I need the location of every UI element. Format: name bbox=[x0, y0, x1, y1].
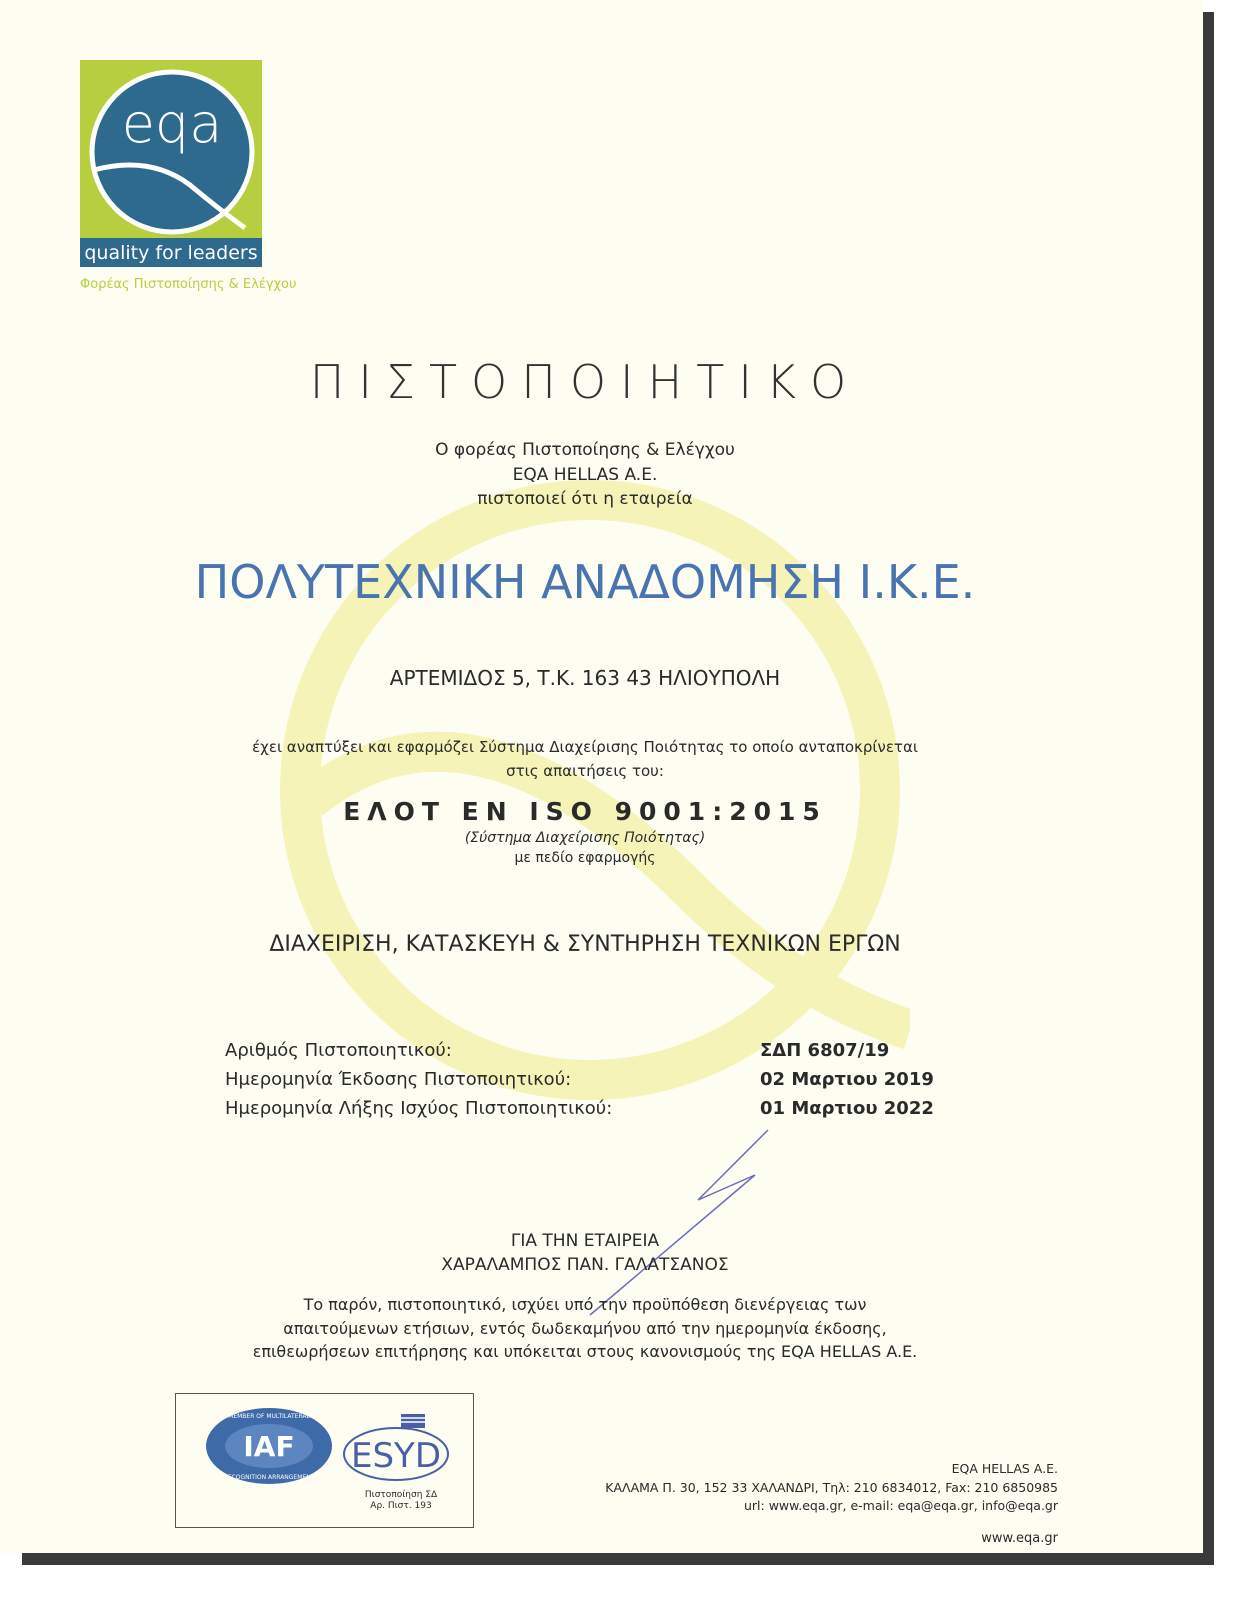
svg-text:MEMBER OF MULTILATERAL: MEMBER OF MULTILATERAL bbox=[228, 1413, 310, 1420]
certificate-title: ΠΙΣΤΟΠΟΙΗΤΙΚΟ bbox=[309, 355, 861, 409]
scope-intro: με πεδίο εφαρμογής bbox=[514, 850, 656, 866]
page-shadow-bottom bbox=[22, 1553, 1214, 1565]
svg-text:ESYD: ESYD bbox=[350, 1436, 442, 1476]
validity-note-2: απαιτούμενων ετήσιων, εντός δωδεκαμήνου από την ημερομηνία έκδοσης, bbox=[283, 1319, 887, 1338]
intro-line-3: πιστοποιεί ότι η εταιρεία bbox=[477, 489, 693, 509]
validity-note-1: Το παρόν, πιστοποιητικό, ισχύει υπό την προϋπόθεση διενέργειας των bbox=[303, 1295, 867, 1314]
detail-value-number: ΣΔΠ 6807/19 bbox=[760, 1040, 890, 1061]
company-address: ΑΡΤΕΜΙΔΟΣ 5, Τ.Κ. 163 43 ΗΛΙΟΥΠΟΛΗ bbox=[389, 666, 781, 690]
signature-icon bbox=[580, 1120, 780, 1320]
detail-value-issue: 02 Μαρτιου 2019 bbox=[760, 1069, 934, 1090]
statement-line-1: έχει αναπτύξει και εφαρμόζει Σύστημα Διαχείρισης Ποιότητας το οποίο ανταποκρίνεται bbox=[252, 738, 918, 756]
standard-description: (Σύστημα Διαχείρισης Ποιότητας) bbox=[464, 830, 706, 846]
intro-line-2: EQA HELLAS A.E. bbox=[512, 465, 658, 485]
detail-label-number: Αριθμός Πιστοποιητικού: bbox=[225, 1040, 452, 1061]
company-name: ΠΟΛΥΤΕΧΝΙΚΗ ΑΝΑΔΟΜΗΣΗ Ι.Κ.Ε. bbox=[194, 555, 976, 609]
accreditation-box bbox=[175, 1393, 474, 1528]
footer-company: EQA HELLAS A.E. bbox=[951, 1461, 1058, 1476]
signatory-line-1: ΓΙΑ ΤΗΝ ΕΤΑΙΡΕΙΑ bbox=[510, 1231, 660, 1251]
intro-line-1: Ο φορέας Πιστοποίησης & Ελέγχου bbox=[435, 440, 735, 460]
bottom-url: www.eqa.gr bbox=[981, 1531, 1058, 1546]
iaf-logo-icon bbox=[204, 1406, 334, 1486]
svg-text:eqa: eqa bbox=[121, 92, 223, 155]
svg-text:IAF: IAF bbox=[243, 1430, 295, 1463]
svg-text:RECOGNITION ARRANGEMENT: RECOGNITION ARRANGEMENT bbox=[223, 1474, 315, 1481]
esyd-caption-1: Πιστοποίηση ΣΔ bbox=[364, 1490, 438, 1500]
eqa-logo bbox=[80, 60, 297, 292]
footer-contacts: url: www.eqa.gr, e-mail: eqa@eqa.gr, info@eqa.gr bbox=[743, 1498, 1058, 1513]
validity-note-3: επιθεωρήσεων επιτήρησης και υπόκειται στους κανονισμούς της EQA HELLAS A.E. bbox=[252, 1342, 918, 1361]
detail-label-expiry: Ημερομηνία Λήξης Ισχύος Πιστοποιητικού: bbox=[225, 1098, 613, 1119]
footer-address: ΚΑΛΑΜΑ Π. 30, 152 33 ΧΑΛΑΝΔΡΙ, Τηλ: 210 6834012, Fax: 210 6850985 bbox=[605, 1480, 1058, 1495]
scope: ΔΙΑΧΕΙΡΙΣΗ, ΚΑΤΑΣΚΕΥΗ & ΣΥΝΤΗΡΗΣΗ ΤΕΧΝΙΚΩΝ ΕΡΓΩΝ bbox=[269, 932, 901, 957]
logo-subtitle: Φορέας Πιστοποίησης & Ελέγχου bbox=[80, 277, 297, 292]
standard-code: ΕΛΟΤ ΕΝ ISO 9001:2015 bbox=[343, 797, 827, 826]
signatory-name: ΧΑΡΑΛΑΜΠΟΣ ΠΑΝ. ΓΑΛΑΤΣΑΝΟΣ bbox=[441, 1255, 729, 1275]
svg-text:quality for leaders: quality for leaders bbox=[84, 242, 258, 264]
esyd-caption-2: Αρ. Πιστ. 193 bbox=[370, 1501, 432, 1511]
detail-value-expiry: 01 Μαρτιου 2022 bbox=[760, 1098, 934, 1119]
detail-label-issue: Ημερομηνία Έκδοσης Πιστοποιητικού: bbox=[225, 1069, 572, 1090]
statement-line-2: στις απαιτήσεις του: bbox=[506, 762, 664, 780]
page-shadow-right bbox=[1203, 12, 1214, 1565]
esyd-logo-icon bbox=[341, 1412, 456, 1484]
